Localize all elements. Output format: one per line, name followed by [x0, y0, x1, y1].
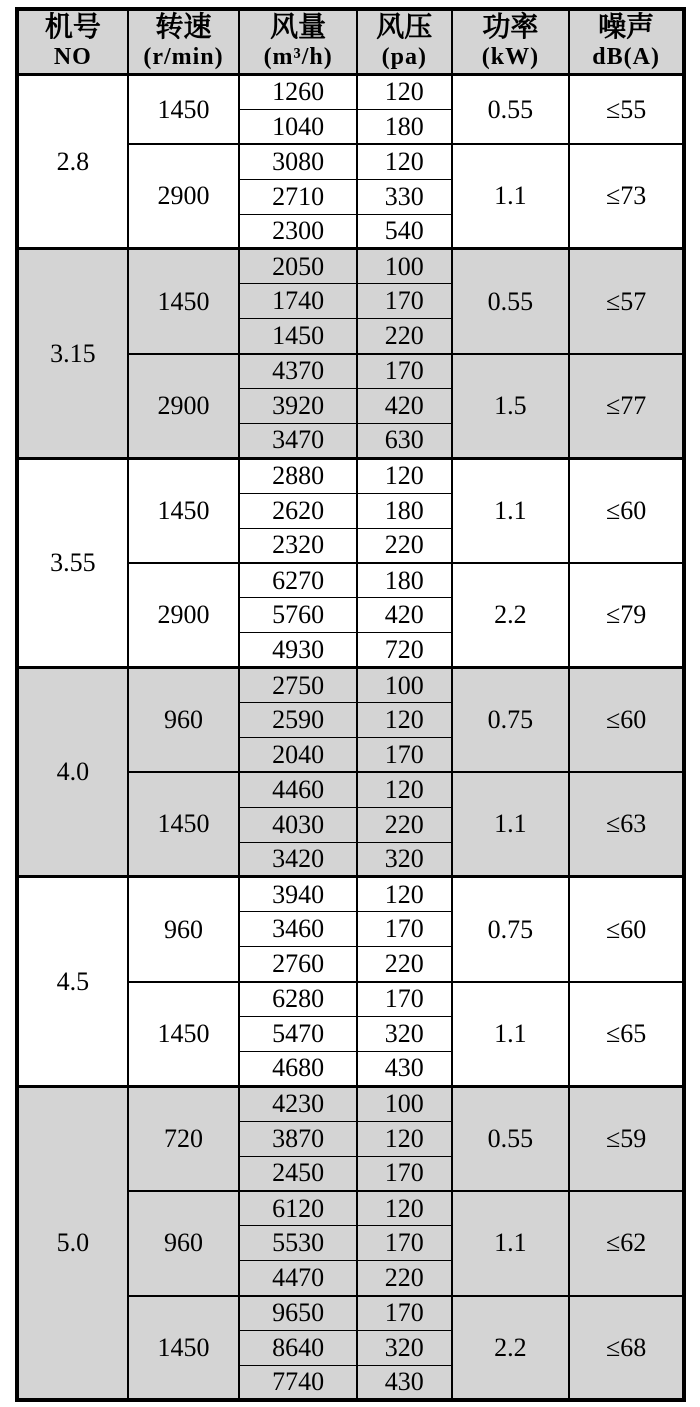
noise-cell: ≤73	[569, 144, 684, 249]
header-line2: NO	[53, 44, 92, 71]
airflow-cell: 4680	[239, 1051, 357, 1086]
table-header	[17, 9, 684, 75]
rpm-cell: 2900	[128, 354, 240, 459]
pressure-cell: 170	[357, 1226, 452, 1261]
airflow-cell: 7740	[239, 1365, 357, 1400]
header-line1: 机号	[44, 12, 101, 44]
power-cell: 1.1	[452, 1191, 570, 1296]
pressure-cell: 120	[357, 1121, 452, 1156]
header-line2: (kW)	[481, 44, 540, 71]
header-line1: 功率	[482, 12, 539, 44]
machine-no-cell: 5.0	[17, 1086, 128, 1400]
pressure-cell: 630	[357, 423, 452, 458]
noise-cell: ≤63	[569, 772, 684, 877]
noise-cell: ≤68	[569, 1296, 684, 1401]
machine-no-cell: 4.0	[17, 668, 128, 877]
pressure-cell: 120	[357, 877, 452, 912]
pressure-cell: 170	[357, 982, 452, 1017]
pressure-cell: 430	[357, 1365, 452, 1400]
noise-cell: ≤62	[569, 1191, 684, 1296]
power-cell: 0.55	[452, 249, 570, 354]
pressure-cell: 170	[357, 284, 452, 319]
rpm-cell: 2900	[128, 144, 240, 249]
rpm-cell: 1450	[128, 772, 240, 877]
header-line2: (pa)	[381, 44, 427, 71]
airflow-cell: 3870	[239, 1121, 357, 1156]
airflow-cell: 2750	[239, 668, 357, 703]
column-header-noise	[569, 9, 684, 75]
rpm-cell: 1450	[128, 75, 240, 145]
airflow-cell: 2710	[239, 179, 357, 214]
airflow-cell: 2040	[239, 737, 357, 772]
header-line1: 风量	[270, 12, 327, 44]
noise-cell: ≤57	[569, 249, 684, 354]
table-row	[17, 877, 684, 912]
airflow-cell: 2760	[239, 947, 357, 982]
airflow-cell: 6270	[239, 563, 357, 598]
airflow-cell: 3080	[239, 144, 357, 179]
power-cell: 1.1	[452, 982, 570, 1087]
rpm-cell: 1450	[128, 249, 240, 354]
rpm-cell: 1450	[128, 982, 240, 1087]
power-cell: 1.1	[452, 458, 570, 563]
column-header-pressure	[357, 9, 452, 75]
pressure-cell: 120	[357, 458, 452, 493]
table-row	[17, 1086, 684, 1121]
pressure-cell: 170	[357, 1296, 452, 1331]
airflow-cell: 1260	[239, 75, 357, 110]
airflow-cell: 6120	[239, 1191, 357, 1226]
pressure-cell: 320	[357, 1331, 452, 1366]
airflow-cell: 3420	[239, 842, 357, 877]
pressure-cell: 100	[357, 1086, 452, 1121]
header-line2: (m³/h)	[263, 44, 333, 71]
pressure-cell: 180	[357, 493, 452, 528]
pressure-cell: 330	[357, 179, 452, 214]
table-row	[17, 75, 684, 110]
pressure-cell: 720	[357, 633, 452, 668]
pressure-cell: 220	[357, 319, 452, 354]
airflow-cell: 2320	[239, 528, 357, 563]
pressure-cell: 120	[357, 703, 452, 738]
power-cell: 0.55	[452, 75, 570, 145]
power-cell: 1.1	[452, 772, 570, 877]
noise-cell: ≤77	[569, 354, 684, 459]
pressure-cell: 220	[357, 807, 452, 842]
pressure-cell: 100	[357, 668, 452, 703]
airflow-cell: 2590	[239, 703, 357, 738]
power-cell: 0.55	[452, 1086, 570, 1191]
pressure-cell: 170	[357, 1156, 452, 1191]
machine-no-cell: 3.15	[17, 249, 128, 458]
rpm-cell: 960	[128, 877, 240, 982]
pressure-cell: 100	[357, 249, 452, 284]
airflow-cell: 4230	[239, 1086, 357, 1121]
airflow-cell: 2300	[239, 214, 357, 249]
column-header-machine-no	[17, 9, 128, 75]
pressure-cell: 220	[357, 947, 452, 982]
airflow-cell: 9650	[239, 1296, 357, 1331]
airflow-cell: 6280	[239, 982, 357, 1017]
spec-table	[15, 7, 686, 1402]
noise-cell: ≤79	[569, 563, 684, 668]
power-cell: 0.75	[452, 668, 570, 773]
pressure-cell: 170	[357, 912, 452, 947]
header-row	[17, 9, 684, 75]
airflow-cell: 4470	[239, 1261, 357, 1296]
header-line2: dB(A)	[592, 44, 660, 71]
pressure-cell: 540	[357, 214, 452, 249]
airflow-cell: 5530	[239, 1226, 357, 1261]
machine-no-cell: 2.8	[17, 75, 128, 249]
pressure-cell: 420	[357, 598, 452, 633]
airflow-cell: 4370	[239, 354, 357, 389]
power-cell: 2.2	[452, 1296, 570, 1401]
table-body	[17, 75, 684, 1401]
column-header-power	[452, 9, 570, 75]
airflow-cell: 4460	[239, 772, 357, 807]
power-cell: 1.1	[452, 144, 570, 249]
airflow-cell: 5760	[239, 598, 357, 633]
rpm-cell: 2900	[128, 563, 240, 668]
power-cell: 0.75	[452, 877, 570, 982]
pressure-cell: 120	[357, 772, 452, 807]
pressure-cell: 220	[357, 1261, 452, 1296]
pressure-cell: 420	[357, 389, 452, 424]
power-cell: 2.2	[452, 563, 570, 668]
pressure-cell: 120	[357, 144, 452, 179]
pressure-cell: 320	[357, 1017, 452, 1052]
airflow-cell: 3940	[239, 877, 357, 912]
rpm-cell: 1450	[128, 458, 240, 563]
table-row	[17, 458, 684, 493]
pressure-cell: 120	[357, 1191, 452, 1226]
noise-cell: ≤65	[569, 982, 684, 1087]
pressure-cell: 170	[357, 737, 452, 772]
header-line1: 风压	[376, 12, 433, 44]
airflow-cell: 3470	[239, 423, 357, 458]
noise-cell: ≤60	[569, 458, 684, 563]
header-line1: 转速	[155, 12, 212, 44]
pressure-cell: 220	[357, 528, 452, 563]
airflow-cell: 8640	[239, 1331, 357, 1366]
rpm-cell: 1450	[128, 1296, 240, 1401]
table-row	[17, 249, 684, 284]
airflow-cell: 2880	[239, 458, 357, 493]
airflow-cell: 2050	[239, 249, 357, 284]
rpm-cell: 960	[128, 668, 240, 773]
airflow-cell: 2620	[239, 493, 357, 528]
rpm-cell: 720	[128, 1086, 240, 1191]
power-cell: 1.5	[452, 354, 570, 459]
pressure-cell: 430	[357, 1051, 452, 1086]
column-header-airflow	[239, 9, 357, 75]
machine-no-cell: 4.5	[17, 877, 128, 1086]
pressure-cell: 120	[357, 75, 452, 110]
machine-no-cell: 3.55	[17, 458, 128, 667]
header-line1: 噪声	[598, 12, 655, 44]
airflow-cell: 4030	[239, 807, 357, 842]
noise-cell: ≤59	[569, 1086, 684, 1191]
airflow-cell: 1040	[239, 109, 357, 144]
noise-cell: ≤55	[569, 75, 684, 145]
airflow-cell: 1450	[239, 319, 357, 354]
airflow-cell: 1740	[239, 284, 357, 319]
pressure-cell: 320	[357, 842, 452, 877]
airflow-cell: 3920	[239, 389, 357, 424]
airflow-cell: 5470	[239, 1017, 357, 1052]
pressure-cell: 170	[357, 354, 452, 389]
airflow-cell: 2450	[239, 1156, 357, 1191]
pressure-cell: 180	[357, 563, 452, 598]
rpm-cell: 960	[128, 1191, 240, 1296]
header-line2: (r/min)	[143, 44, 224, 71]
column-header-rpm	[128, 9, 240, 75]
noise-cell: ≤60	[569, 668, 684, 773]
airflow-cell: 4930	[239, 633, 357, 668]
table-row	[17, 668, 684, 703]
pressure-cell: 180	[357, 109, 452, 144]
noise-cell: ≤60	[569, 877, 684, 982]
airflow-cell: 3460	[239, 912, 357, 947]
